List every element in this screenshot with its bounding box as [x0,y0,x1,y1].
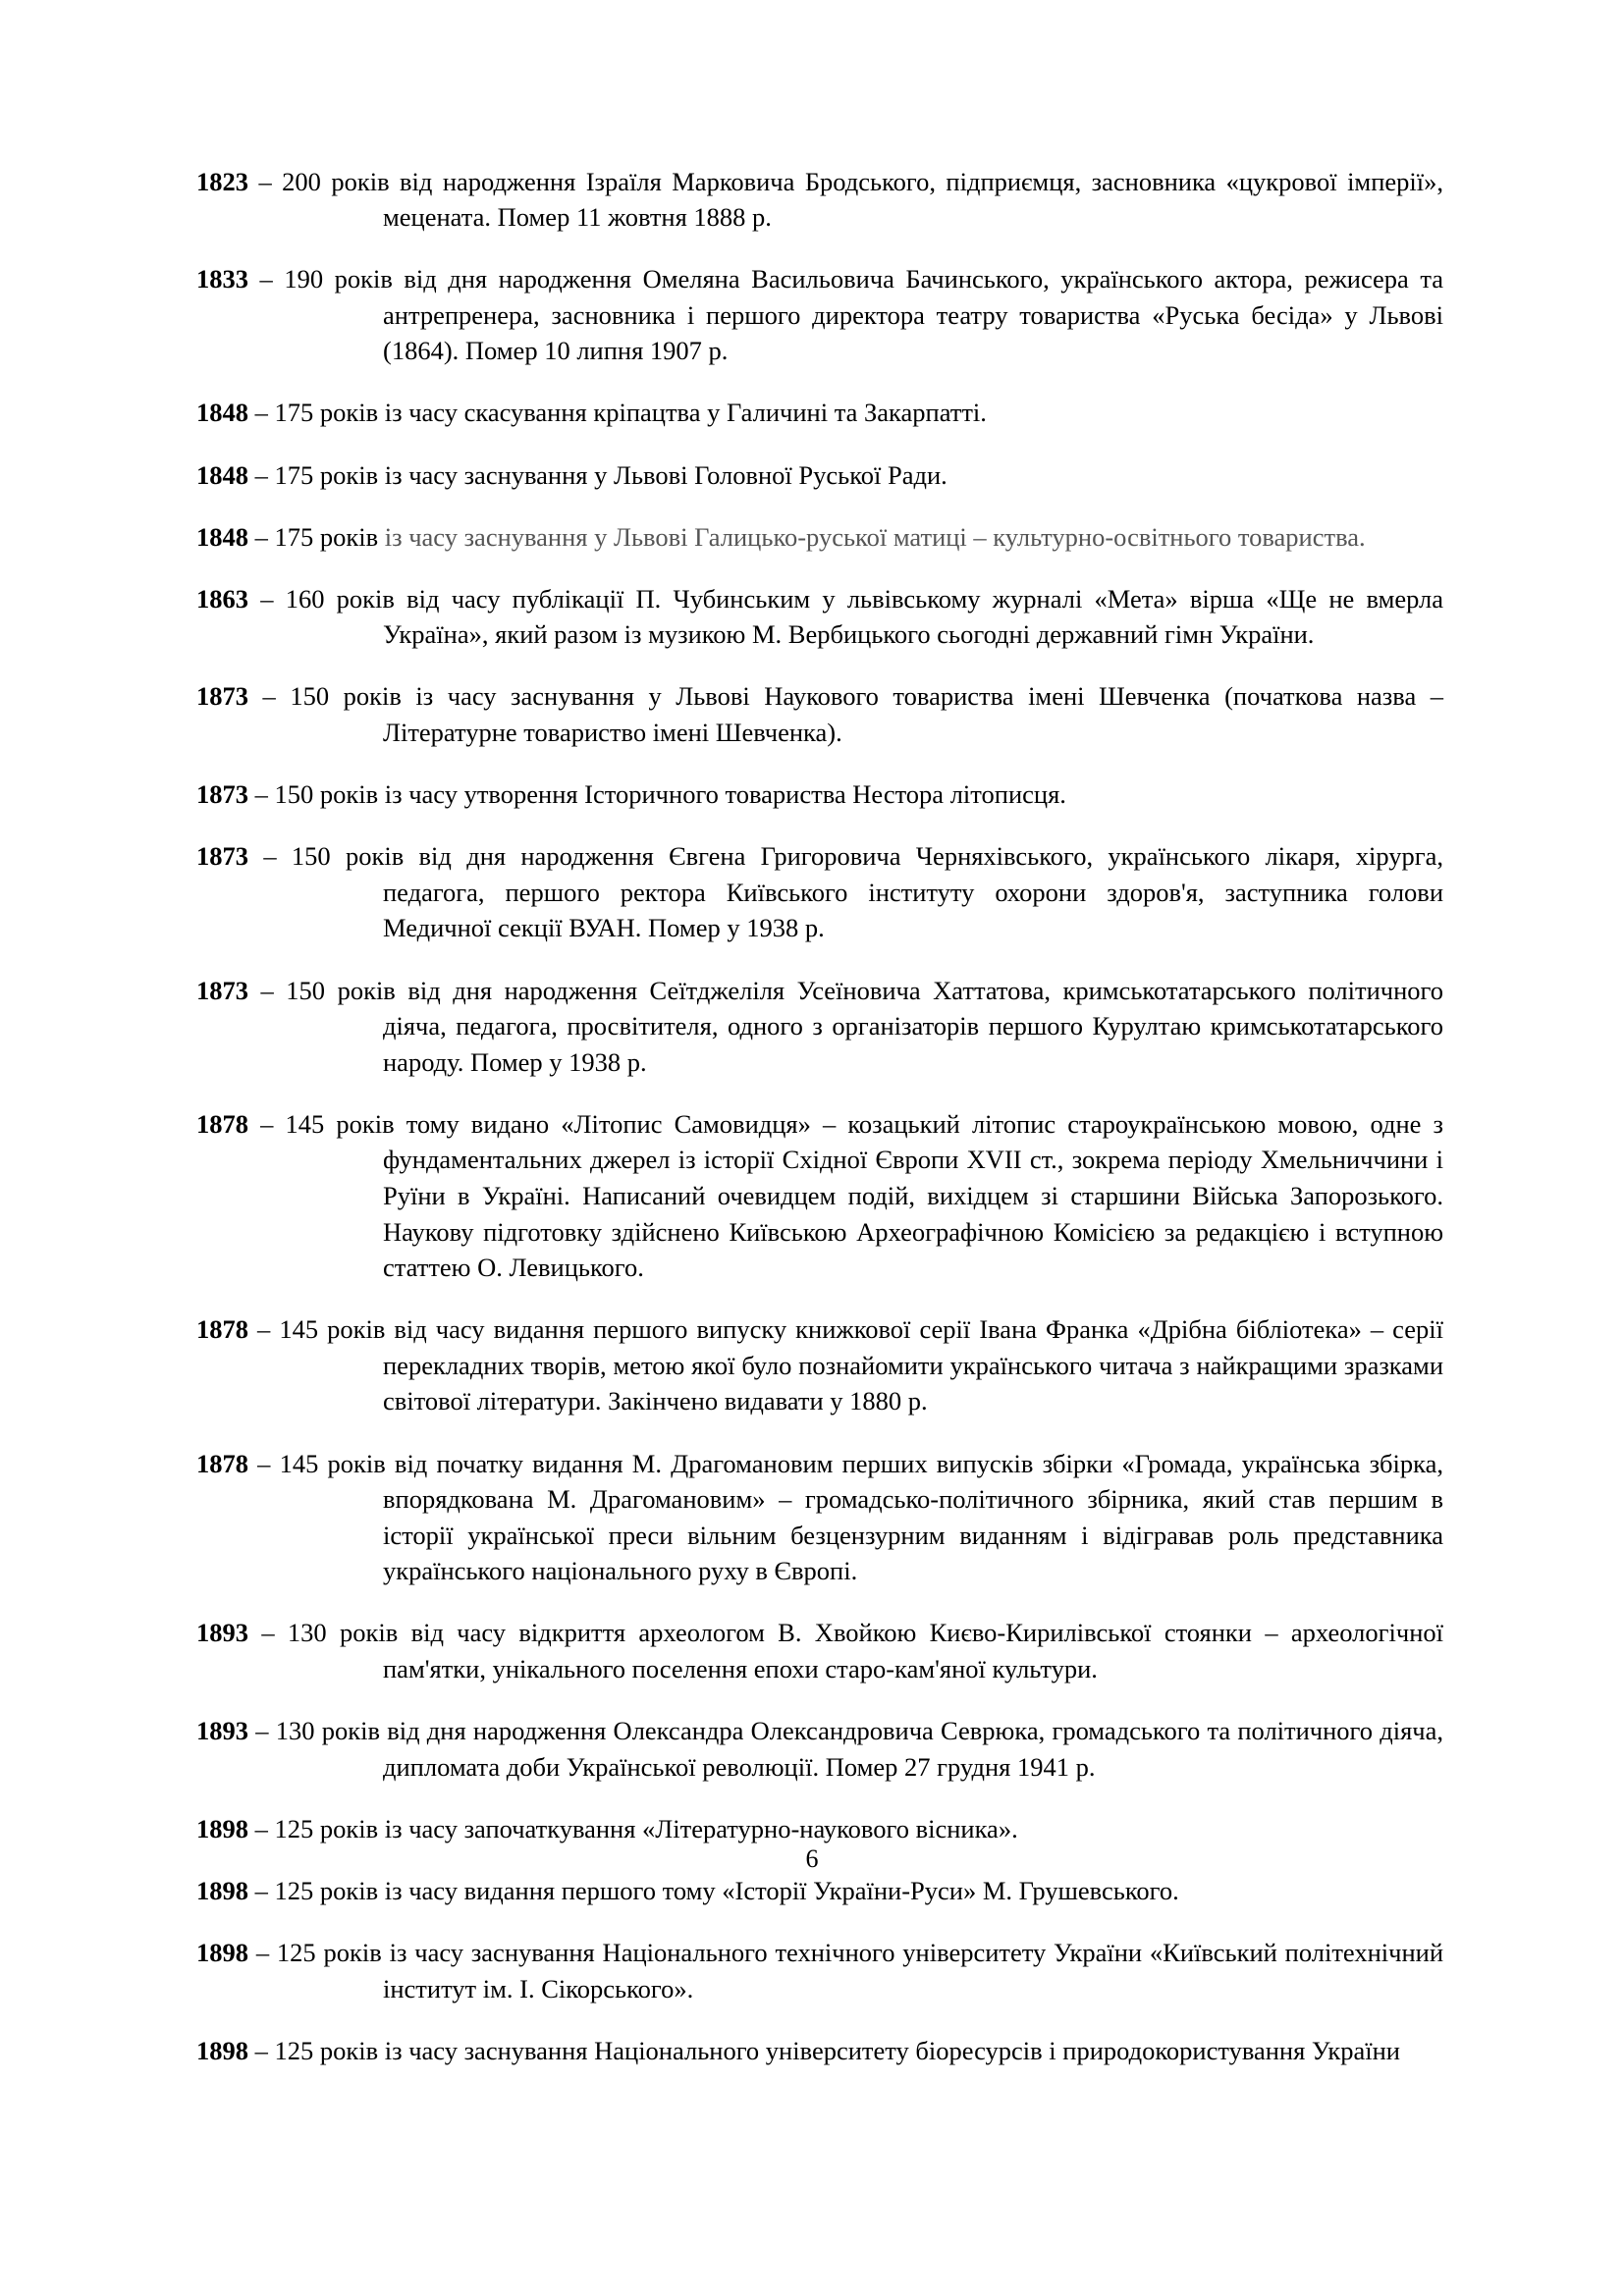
list-item: 1878 – 145 років від початку видання М. Драгомановим перших випусків збірки «Громада, українська збірка, впорядкована М. Драгомановим» – громадсько-політичного збірника, який став першим в історії української преси вільним безцензурним виданням і відігравав роль представника українського національного руху в Європі. [196,1448,1444,1586]
entry-year: 1873 [196,681,248,712]
entry-year: 1898 [196,2035,248,2065]
list-item: 1833 – 190 років від дня народження Омеляна Васильовича Бачинського, українського актора, режисера та антрепренера, засновника і першого директора театру товариства «Руська бесіда» у Львові (1864). Помер 10 липня 1907 р. [196,264,1444,366]
entry-year: 1863 [196,583,248,614]
entry-year: 1873 [196,779,248,810]
entries-list [196,137,1443,2079]
entry-text: 175 років із часу скасування кріпацтва у Галичині та Закарпатті. [274,398,987,428]
entry-year: 1893 [196,1716,248,1746]
list-item: 1848 – 175 років із часу заснування у Львові Галицько-руської матиці – культурно-освітнього товариства. [196,521,1366,552]
list-item: 1823 – 200 років від народження Ізраїля Марковича Бродського, підприємця, засновника «цукрової імперії», мецената. Помер 11 жовтня 1888 р. [196,166,1443,233]
entry-text: 125 років із часу започаткування «Літературно-наукового вісника». [274,1813,1018,1843]
entry-year: 1873 [196,841,248,872]
entry-year: 1898 [196,1875,248,1905]
list-item: 1863 – 160 років від часу публікації П. Чубинським у львівському журналі «Мета» вірша «Ще не вмерла Україна», який разом із музикою М. Вербицького сьогодні державний гімн України. [196,583,1443,650]
list-item: 1848 – 175 років із часу скасування кріпацтва у Галичині та Закарпатті. [196,398,987,428]
entry-text: 150 років від дня народження Сеїтджеліля Усеїновича Хаттатова, кримськотатарського політичного діяча, педагога, просвітителя, одного з організаторів першого Курултаю кримськотатарського народу. Помер у 1938 р. [286,975,1443,1077]
entry-text: 125 років із часу видання першого тому «Історії України-Руси» М. Грушевського. [274,1875,1179,1905]
entry-text: 125 років із часу заснування Національного технічного університету України «Київський політехнічний інститут ім. І. Сікорського». [276,1937,1444,2003]
entry-text: 130 років від дня народження Олександра Олександровича Севрюка, громадського та політичного діяча, дипломата доби Української революції. Помер 27 грудня 1941 р. [275,1716,1444,1782]
entry-year: 1898 [196,1813,248,1843]
entry-year: 1878 [196,1314,248,1345]
entry-year: 1823 [196,166,248,196]
list-item: 1873 – 150 років від дня народження Сеїтджеліля Усеїновича Хаттатова, кримськотатарського політичного діяча, педагога, просвітителя, одного з організаторів першого Курултаю кримськотатарського народу. Помер у 1938 р. [196,975,1443,1077]
entry-year: 1848 [196,398,248,428]
entry-year: 1848 [196,459,248,490]
entry-text: 200 років від народження Ізраїля Марковича Бродського, підприємця, засновника «цукрової імперії», мецената. Помер 11 жовтня 1888 р. [282,166,1443,233]
list-item: 1873 – 150 років із часу утворення Історичного товариства Нестора літописця. [196,779,1066,810]
entry-text: 190 років від дня народження Омеляна Васильовича Бачинського, українського актора, режисера та антрепренера, засновника і першого директора театру товариства «Руська бесіда» у Львові (1864). Помер 10 липня 1907 р. [284,264,1444,366]
list-item: 1878 – 145 років тому видано «Літопис Самовидця» – козацький літопис староукраїнською мовою, одне з фундаментальних джерел із історії Східної Європи XVII ст., зокрема періоду Хмельниччини і Руїни в Україні. Написаний очевидцем подій, вихідцем зі старшини Війська Запорозького. Наукову підготовку здійснено Київською Археографічною Комісією за редакцією і вступною статтею О. Левицького. [196,1108,1444,1283]
entry-year: 1878 [196,1448,248,1478]
entry-year: 1848 [196,521,248,552]
list-item: 1893 – 130 років від часу відкриття археологом В. Хвойкою Києво-Кирилівської стоянки – археологічної пам'ятки, унікального поселення епохи старо-кам'яної культури. [196,1618,1443,1683]
entry-text: 125 років із часу заснування Національного університету біоресурсів і природокористування України [274,2035,1400,2065]
entry-text: 150 років із часу заснування у Львові Наукового товариства імені Шевченка (початкова назва – Літературне товариство імені Шевченка). [290,681,1443,748]
list-item: 1893 – 130 років від дня народження Олександра Олександровича Севрюка, громадського та політичного діяча, дипломата доби Української революції. Помер 27 грудня 1941 р. [196,1716,1444,1782]
entry-text: 150 років із часу утворення Історичного товариства Нестора літописця. [274,779,1066,810]
entry-year: 1893 [196,1618,248,1648]
page-number: 6 [805,1844,819,1873]
list-item: 1898 – 125 років із часу видання першого тому «Історії України-Руси» М. Грушевського. [196,1875,1179,1905]
list-item: 1873 – 150 років із часу заснування у Львові Наукового товариства імені Шевченка (початкова назва – Літературне товариство імені Шевченка). [196,681,1443,748]
entry-text: 145 років від початку видання М. Драгомановим перших випусків збірки «Громада, українська збірка, впорядкована М. Драгомановим» – громадсько-політичного збірника, який став першим в історії української преси вільним безцензурним виданням і відігравав роль представника українського національного руху в Європі. [279,1448,1444,1586]
entry-year: 1833 [196,264,248,294]
list-item: 1848 – 175 років із часу заснування у Львові Головної Руської Ради. [196,459,947,490]
list-item: 1898 – 125 років із часу заснування Національного університету біоресурсів і природокористування України [196,2035,1400,2065]
entry-text: 160 років від часу публікації П. Чубинським у львівському журналі «Мета» вірша «Ще не вмерла Україна», який разом із музикою М. Вербицького сьогодні державний гімн України. [285,583,1443,650]
entry-text: 130 років від часу відкриття археологом В. Хвойкою Києво-Кирилівської стоянки – археологічної пам'ятки, унікального поселення епохи старо-кам'яної культури. [287,1618,1443,1683]
entry-year: 1898 [196,1937,248,1967]
entry-year: 1878 [196,1108,248,1139]
entry-text: 175 років із часу заснування у Львові Головної Руської Ради. [274,459,947,490]
list-item: 1873 – 150 років від дня народження Євгена Григоровича Черняхівського, українського лікаря, хірурга, педагога, першого ректора Київського інституту охорони здоров'я, заступника голови Медичної секції ВУАН. Помер у 1938 р. [196,841,1443,943]
list-item: 1878 – 145 років від часу видання першого випуску книжкової серії Івана Франка «Дрібна бібліотека» – серії перекладних творів, метою якої було познайомити українського читача з найкращими зразками світової літератури. Закінчено видавати у 1880 р. [196,1314,1443,1416]
list-item: 1898 – 125 років із часу заснування Національного технічного університету України «Київський політехнічний інститут ім. І. Сікорського». [196,1937,1444,2003]
entry-text: 150 років від дня народження Євгена Григоровича Черняхівського, українського лікаря, хірурга, педагога, першого ректора Київського інституту охорони здоров'я, заступника голови Медичної секції ВУАН. Помер у 1938 р. [291,841,1443,943]
entry-text-start: 175 років [274,521,385,552]
entry-year: 1873 [196,975,248,1005]
entry-text: 145 років від часу видання першого випуску книжкової серії Івана Франка «Дрібна бібліотека» – серії перекладних творів, метою якої було познайомити українського читача з найкращими зразками світової літератури. Закінчено видавати у 1880 р. [279,1314,1443,1416]
list-item: 1898 – 125 років із часу започаткування «Літературно-наукового вісника». [196,1813,1018,1843]
entry-text: 145 років тому видано «Літопис Самовидця» – козацький літопис староукраїнською мовою, одне з фундаментальних джерел із історії Східної Європи XVII ст., зокрема періоду Хмельниччини і Руїни в Україні. Написаний очевидцем подій, вихідцем зі старшини Війська Запорозького. Наукову підготовку здійснено Київською Археографічною Комісією за редакцією і вступною статтею О. Левицького. [285,1108,1444,1283]
entry-text: із часу заснування у Львові Галицько-руської матиці – культурно-освітнього товариства. [384,521,1366,552]
